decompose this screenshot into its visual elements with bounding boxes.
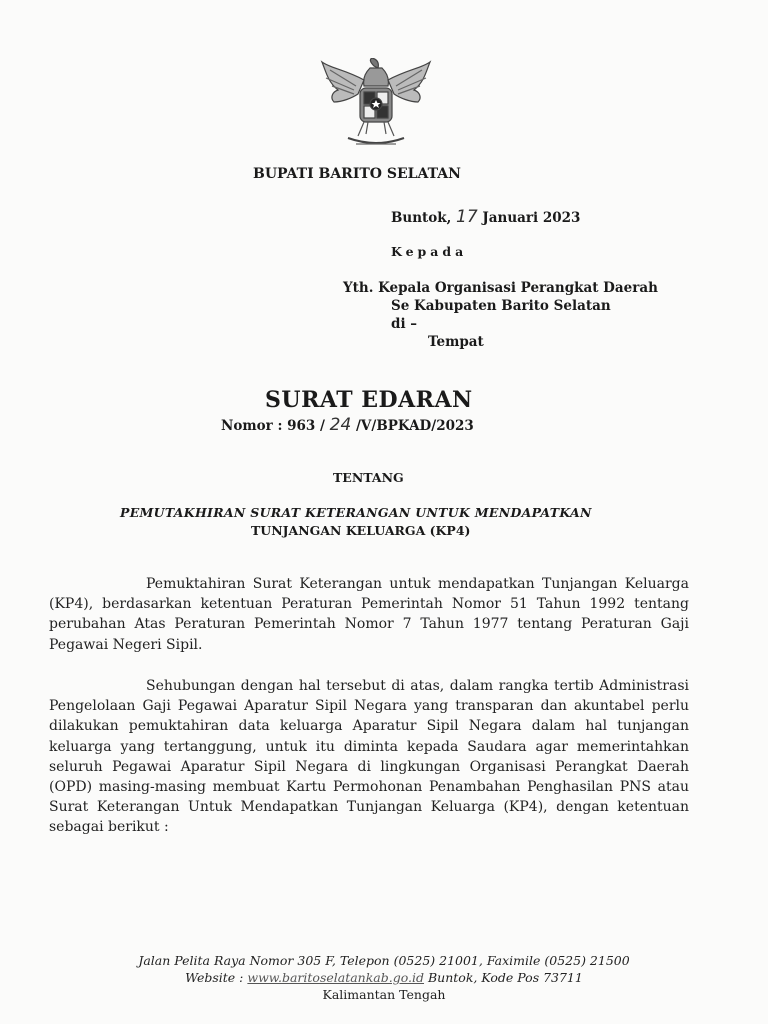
number-prefix: Nomor : 963 / [221, 418, 325, 434]
garuda-emblem-icon [316, 58, 436, 150]
letter-date [391, 207, 580, 227]
document-title: SURAT EDARAN [265, 387, 473, 413]
subject-line: PEMUTAKHIRAN SURAT KETERANGAN UNTUK MENDAPATKAN [120, 505, 592, 520]
website-link[interactable]: www.baritoselatankab.go.id [247, 970, 425, 985]
kepada-label: Kepada [391, 244, 468, 259]
date-place: Buntok, [391, 210, 452, 226]
recipient-line: Yth. Kepala Organisasi Perangkat Daerah [343, 280, 658, 296]
regent-title: BUPATI BARITO SELATAN [253, 166, 461, 182]
footer-address: Jalan Pelita Raya Nomor 305 F, Telepon (0525) 21001, Faximile (0525) 21500 [138, 953, 630, 968]
subject-line: TUNJANGAN KELUARGA (KP4) [251, 523, 471, 538]
body-paragraph: Pemuktahiran Surat Keterangan untuk mendapatkan Tunjangan Keluarga (KP4), berdasarkan ketentuan Peraturan Pemerintah Nomor 51 Tahun 1992 tentang perubahan Atas Peraturan Pemerintah Nomor 7 Tahun 1977 tentang Peraturan Gaji Pegawai Negeri Sipil. [49, 576, 689, 653]
footer-website [0, 970, 768, 985]
date-day-handwritten: 17 [456, 207, 478, 227]
date-month-year: Januari 2023 [482, 210, 581, 226]
website-label: Website : [185, 970, 244, 985]
body-paragraph: Sehubungan dengan hal tersebut di atas, dalam rangka tertib Administrasi Pengelolaan Gaji Pegawai Aparatur Sipil Negara yang transparan dan akuntabel perlu dilakukan pemuktahiran data keluarga Aparatur Sipil Negara dalam hal tunjangan keluarga yang tertanggung, untuk itu diminta kepada Saudara agar memerintahkan seluruh Pegawai Aparatur Sipil Negara di lingkungan Organisasi Perangkat Daerah (OPD) masing-masing membuat Kartu Permohonan Penambahan Penghasilan PNS atau Surat Keterangan Untuk Mendapatkan Tunjangan Keluarga (KP4), dengan ketentuan sebagai berikut : [49, 678, 689, 836]
recipient-line: di – [391, 316, 418, 332]
recipient-line: Se Kabupaten Barito Selatan [391, 298, 611, 314]
footer-city-postal: Buntok, Kode Pos 73711 [428, 970, 583, 985]
tentang-heading: TENTANG [333, 470, 404, 485]
letter-number [221, 415, 474, 435]
number-suffix: /V/BPKAD/2023 [356, 418, 474, 434]
number-handwritten: 24 [329, 415, 352, 435]
footer-province: Kalimantan Tengah [322, 987, 446, 1002]
recipient-line: Tempat [428, 334, 484, 350]
